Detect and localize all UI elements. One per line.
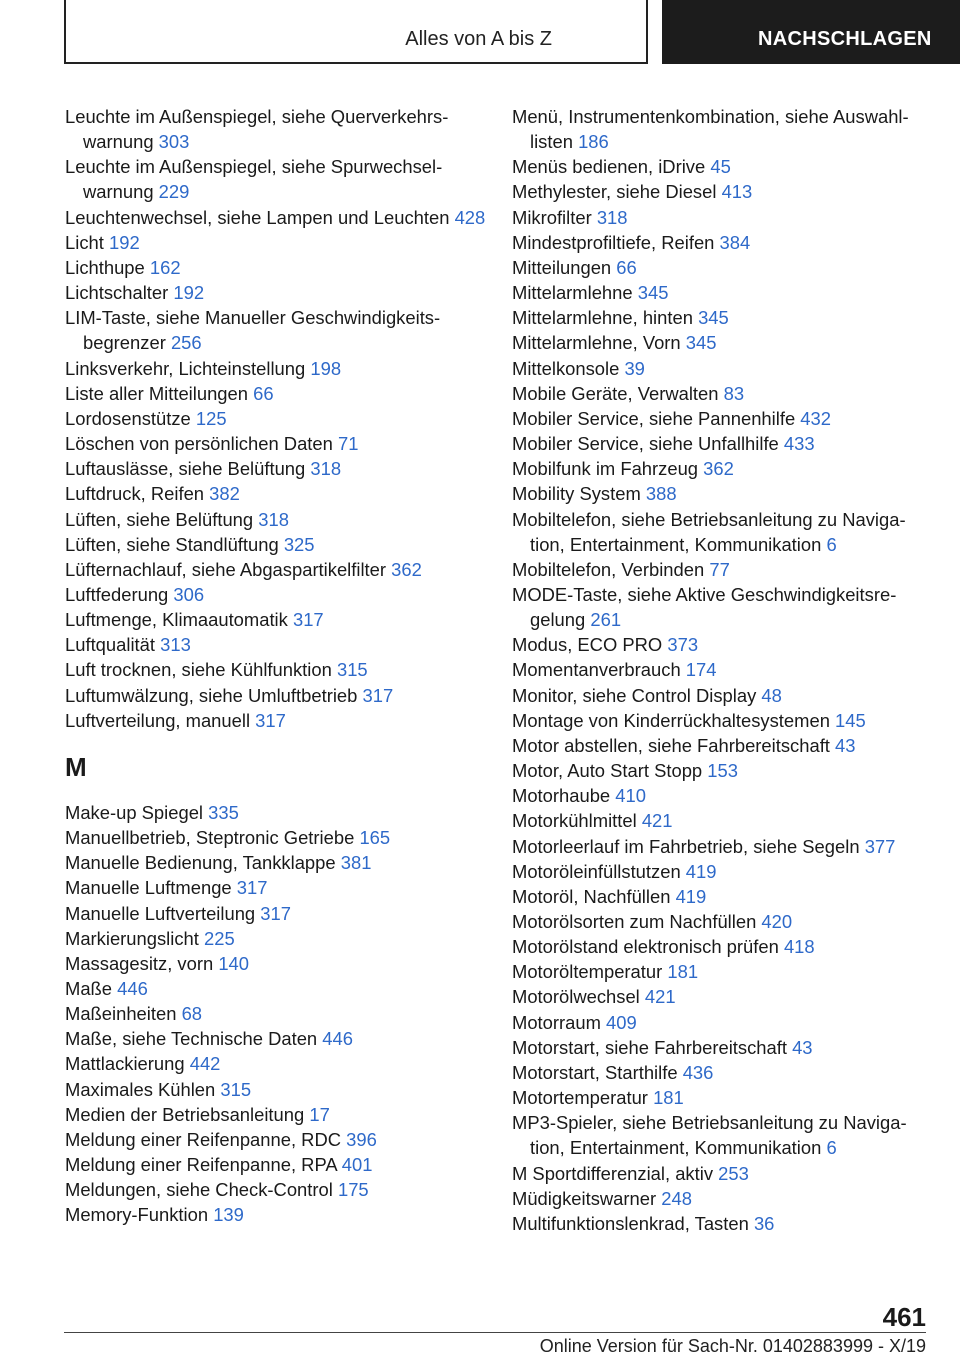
entry-term: Mitteilungen: [512, 256, 612, 278]
index-entry: [512, 1110, 932, 1160]
index-entry: [65, 1077, 495, 1102]
entry-page-link[interactable]: 317: [236, 877, 268, 899]
index-entry: [65, 875, 495, 900]
entry-term: Motoröltemperatur: [512, 961, 663, 983]
entry-term: M Sportdifferenzial, aktiv: [512, 1162, 714, 1184]
index-entry: [512, 1186, 932, 1211]
entry-term: Luftumwälzung, siehe Umluftbetrieb: [65, 684, 358, 706]
entry-term: Motoröl, Nachfüllen: [512, 885, 671, 907]
entry-page-link[interactable]: 66: [616, 256, 637, 278]
entry-term: Lüften, siehe Standlüftung: [65, 533, 279, 555]
entry-page-link[interactable]: 181: [667, 961, 699, 983]
entry-page-link[interactable]: 318: [596, 206, 628, 228]
entry-term: Mobilfunk im Fahrzeug: [512, 458, 699, 480]
entry-term: Luftdruck, Reifen: [65, 483, 205, 505]
entry-page-link[interactable]: 442: [189, 1053, 221, 1075]
header-section-title: Alles von A bis Z: [405, 28, 552, 50]
entry-term: Motor abstellen, siehe Fahrbereitschaft: [512, 734, 830, 756]
index-entry: [512, 632, 932, 657]
entry-term: Mobiltelefon, siehe Betriebsanleitung zu Navigation, Entertainment, Kommunikation: [512, 508, 906, 555]
entry-page-link[interactable]: 419: [675, 885, 707, 907]
entry-page-link[interactable]: 225: [204, 927, 235, 949]
entry-term: Leuchtenwechsel, siehe Lampen und Leuchten: [65, 206, 450, 228]
index-entry: [65, 708, 495, 733]
entry-term: Motoröleinfüllstutzen: [512, 860, 681, 882]
entry-page-link[interactable]: 345: [685, 332, 717, 354]
entry-page-link[interactable]: 153: [707, 760, 738, 782]
entry-page-link[interactable]: 409: [606, 1011, 637, 1033]
index-entry: [512, 381, 932, 406]
index-entry: [512, 1085, 932, 1110]
index-entry: [65, 683, 495, 708]
entry-page-link[interactable]: 317: [362, 684, 394, 706]
index-entry: [65, 431, 495, 456]
index-list-right: [512, 104, 932, 1236]
entry-term: Lüfternachlauf, siehe Abgaspartikelfilter: [65, 558, 387, 580]
entry-page-link[interactable]: 66: [253, 382, 274, 404]
index-entry: [512, 582, 932, 632]
entry-page-link[interactable]: 315: [336, 659, 368, 681]
index-entry: [512, 431, 932, 456]
index-entry: [512, 708, 932, 733]
entry-term: Menü, Instrumentenkombination, siehe Auswahllisten: [512, 106, 909, 153]
entry-term: Modus, ECO PRO: [512, 634, 663, 656]
entry-term: Massagesitz, vorn: [65, 952, 214, 974]
entry-page-link[interactable]: 6: [826, 533, 837, 555]
entry-page-link[interactable]: 377: [864, 835, 896, 857]
index-entry: [512, 507, 932, 557]
index-entry: [512, 657, 932, 682]
entry-term: Meldung einer Reifenpanne, RDC: [65, 1128, 342, 1150]
index-entry: [65, 1152, 495, 1177]
entry-term: Motorstart, Starthilfe: [512, 1061, 678, 1083]
entry-page-link[interactable]: 384: [719, 231, 751, 253]
entry-term: Motorölsorten zum Nachfüllen: [512, 911, 757, 932]
entry-page-link[interactable]: 432: [800, 407, 831, 429]
entry-page-link[interactable]: 381: [340, 852, 372, 874]
index-entry: [512, 456, 932, 481]
entry-term: Luftverteilung, manuell: [65, 709, 251, 731]
index-list-m: [65, 800, 495, 1228]
entry-term: Manuelle Luftmenge: [65, 877, 232, 899]
index-entry: [65, 825, 495, 850]
entry-term: Markierungslicht: [65, 927, 199, 949]
index-entry: [65, 456, 495, 481]
entry-term: Mikrofilter: [512, 206, 592, 228]
index-entry: [512, 1035, 932, 1060]
entry-page-link[interactable]: 192: [173, 282, 205, 304]
index-entry: [512, 205, 932, 230]
entry-term: Luftmenge, Klimaautomatik: [65, 609, 288, 631]
footer-divider: [64, 1332, 926, 1333]
entry-term: Luft trocknen, siehe Kühlfunktion: [65, 659, 332, 681]
index-entry: [512, 330, 932, 355]
entry-page-link[interactable]: 83: [723, 382, 745, 404]
entry-page-link[interactable]: 373: [667, 634, 699, 656]
index-entry: [512, 255, 932, 280]
header-chapter-tab: NACHSCHLAGEN: [662, 0, 960, 64]
index-entry: [512, 808, 932, 833]
entry-term: Make-up Spiegel: [65, 801, 204, 823]
entry-page-link[interactable]: 433: [783, 433, 815, 455]
entry-term: Müdigkeitswarner: [512, 1187, 657, 1209]
page-number: 461: [882, 1302, 926, 1332]
entry-page-link[interactable]: 256: [170, 332, 202, 354]
entry-page-link[interactable]: 145: [835, 709, 866, 731]
entry-page-link[interactable]: 420: [761, 911, 793, 932]
entry-page-link[interactable]: 48: [761, 684, 782, 706]
entry-term: Motor, Auto Start Stopp: [512, 760, 703, 782]
entry-page-link[interactable]: 413: [721, 181, 753, 203]
entry-page-link[interactable]: 446: [117, 978, 148, 999]
entry-page-link[interactable]: 6: [826, 1137, 837, 1159]
entry-term: Multifunktionslenkrad, Tasten: [512, 1212, 749, 1234]
index-entry: [512, 984, 932, 1009]
entry-page-link[interactable]: 418: [783, 936, 815, 958]
entry-term: Mindestprofiltiefe, Reifen: [512, 231, 715, 253]
entry-term: Maximales Kühlen: [65, 1078, 216, 1100]
index-entry: [65, 976, 495, 1001]
entry-term: Medien der Betriebsanleitung: [65, 1103, 305, 1125]
entry-page-link[interactable]: 410: [615, 785, 646, 807]
entry-term: Mobile Geräte, Verwalten: [512, 382, 719, 404]
index-entry: [512, 481, 932, 506]
index-entry: [512, 1060, 932, 1085]
entry-term: Lichthupe: [65, 256, 145, 278]
entry-page-link[interactable]: 39: [624, 357, 645, 379]
index-entry: [512, 230, 932, 255]
entry-term: Lichtschalter: [65, 282, 169, 304]
entry-term: Motorölstand elektronisch prüfen: [512, 936, 779, 958]
entry-page-link[interactable]: 175: [337, 1179, 369, 1201]
index-entry: [65, 800, 495, 825]
index-list-l: [65, 104, 495, 733]
index-entry: [512, 859, 932, 884]
entry-page-link[interactable]: 318: [310, 458, 342, 480]
index-entry: [65, 381, 495, 406]
index-entry: [512, 834, 932, 859]
entry-page-link[interactable]: 71: [338, 433, 359, 455]
entry-page-link[interactable]: 317: [260, 902, 291, 924]
entry-term: Motorhaube: [512, 785, 611, 807]
entry-page-link[interactable]: 313: [160, 634, 191, 656]
entry-term: Luftqualität: [65, 634, 155, 656]
entry-term: Methylester, siehe Diesel: [512, 181, 717, 203]
entry-page-link[interactable]: 388: [645, 483, 677, 505]
entry-page-link[interactable]: 345: [637, 282, 669, 304]
entry-term: Lordosenstütze: [65, 407, 191, 429]
index-entry: [65, 280, 495, 305]
entry-term: Motorölwechsel: [512, 986, 640, 1008]
entry-term: Löschen von persönlichen Daten: [65, 433, 333, 455]
entry-page-link[interactable]: 162: [149, 256, 181, 278]
entry-page-link[interactable]: 421: [644, 986, 676, 1008]
entry-page-link[interactable]: 401: [341, 1154, 373, 1176]
entry-page-link[interactable]: 248: [661, 1187, 692, 1209]
entry-page-link[interactable]: 139: [213, 1204, 244, 1226]
header-frame: [64, 0, 648, 64]
index-entry: [512, 305, 932, 330]
entry-page-link[interactable]: 229: [158, 181, 190, 203]
index-entry: [512, 959, 932, 984]
entry-page-link[interactable]: 125: [195, 407, 227, 429]
entry-page-link[interactable]: 192: [108, 231, 140, 253]
index-entry: [512, 154, 932, 179]
index-entry: [65, 582, 495, 607]
index-entry: [65, 1051, 495, 1076]
entry-page-link[interactable]: 77: [709, 558, 730, 580]
entry-term: Mattlackierung: [65, 1053, 185, 1075]
entry-term: MP3-Spieler, siehe Betriebsanleitung zu Navigation, Entertainment, Kommunikation: [512, 1112, 907, 1159]
entry-term: Menüs bedienen, iDrive: [512, 156, 706, 178]
entry-term: Mobiltelefon, Verbinden: [512, 558, 705, 580]
entry-term: Montage von Kinderrückhaltesystemen: [512, 709, 830, 731]
index-entry: [65, 507, 495, 532]
entry-page-link[interactable]: 428: [454, 206, 486, 228]
entry-page-link[interactable]: 45: [710, 156, 731, 178]
entry-term: Mobility System: [512, 483, 641, 505]
entry-term: Meldung einer Reifenpanne, RPA: [65, 1154, 337, 1176]
entry-term: Luftauslässe, siehe Belüftung: [65, 458, 306, 480]
entry-page-link[interactable]: 306: [173, 583, 205, 605]
entry-term: Momentanverbrauch: [512, 659, 681, 681]
entry-term: Motorstart, siehe Fahrbereitschaft: [512, 1036, 787, 1058]
index-entry: [65, 305, 495, 355]
index-entry: [65, 532, 495, 557]
index-entry: [512, 783, 932, 808]
index-entry: [65, 657, 495, 682]
entry-term: Luftfederung: [65, 583, 169, 605]
index-entry: [65, 1177, 495, 1202]
entry-page-link[interactable]: 382: [209, 483, 240, 505]
entry-term: Linksverkehr, Lichteinstellung: [65, 357, 306, 379]
index-entry: [65, 104, 495, 154]
index-entry: [65, 1001, 495, 1026]
entry-term: MODE-Taste, siehe Aktive Geschwindigkeitsregelung: [512, 583, 897, 631]
index-entry: [65, 901, 495, 926]
index-entry: [512, 557, 932, 582]
footer-version-text: Online Version für Sach-Nr. 01402883999 - X/19: [539, 1336, 926, 1356]
entry-page-link[interactable]: 317: [292, 609, 324, 631]
entry-term: Maße, siehe Technische Daten: [65, 1028, 318, 1050]
entry-page-link[interactable]: 446: [322, 1028, 353, 1050]
entry-page-link[interactable]: 419: [685, 860, 717, 882]
section-letter: M: [65, 751, 87, 782]
entry-page-link[interactable]: 174: [685, 659, 717, 681]
entry-page-link[interactable]: 43: [792, 1036, 813, 1058]
index-entry: [65, 632, 495, 657]
index-entry: [65, 850, 495, 875]
entry-term: Mittelarmlehne, Vorn: [512, 332, 681, 354]
entry-term: Licht: [65, 231, 104, 253]
entry-term: Leuchte im Außenspiegel, siehe Spurwechselwarnung: [65, 156, 443, 203]
entry-term: Motorleerlauf im Fahrbetrieb, siehe Segeln: [512, 835, 860, 857]
entry-page-link[interactable]: 253: [718, 1162, 749, 1184]
entry-page-link[interactable]: 436: [682, 1061, 714, 1083]
index-entry: [65, 406, 495, 431]
entry-term: Mobiler Service, siehe Unfallhilfe: [512, 433, 779, 455]
index-entry: [512, 1211, 932, 1236]
entry-term: Mittelarmlehne, hinten: [512, 307, 693, 329]
entry-term: Mittelkonsole: [512, 357, 620, 379]
entry-term: Memory-Funktion: [65, 1204, 209, 1226]
index-entry: [65, 951, 495, 976]
index-entry: [65, 230, 495, 255]
index-entry: [65, 205, 495, 230]
index-entry: [65, 557, 495, 582]
entry-page-link[interactable]: 181: [653, 1087, 684, 1109]
index-entry: [512, 733, 932, 758]
entry-page-link[interactable]: 335: [208, 801, 239, 823]
entry-page-link[interactable]: 303: [158, 131, 190, 153]
index-entry: [512, 179, 932, 204]
entry-page-link[interactable]: 325: [283, 533, 315, 555]
entry-term: Manuellbetrieb, Steptronic Getriebe: [65, 827, 355, 849]
entry-term: Leuchte im Außenspiegel, siehe Querverkehrswarnung: [65, 106, 449, 153]
entry-term: Maße: [65, 978, 113, 999]
index-entry: [65, 607, 495, 632]
entry-page-link[interactable]: 186: [578, 131, 609, 153]
entry-page-link[interactable]: 68: [181, 1003, 203, 1025]
entry-term: Manuelle Luftverteilung: [65, 902, 256, 924]
index-entry: [65, 255, 495, 280]
index-column-left: [65, 104, 495, 1228]
index-entry: [512, 104, 932, 154]
entry-page-link[interactable]: 318: [258, 508, 289, 530]
entry-page-link[interactable]: 43: [835, 734, 856, 756]
index-column-right: [512, 104, 932, 1236]
index-entry: [512, 406, 932, 431]
entry-page-link[interactable]: 261: [590, 609, 622, 631]
index-entry: [65, 481, 495, 506]
entry-term: Lüften, siehe Belüftung: [65, 508, 254, 530]
entry-page-link[interactable]: 198: [310, 357, 342, 379]
entry-page-link[interactable]: 140: [218, 952, 250, 974]
entry-term: Mittelarmlehne: [512, 282, 633, 304]
entry-page-link[interactable]: 36: [753, 1212, 775, 1234]
index-entry: [65, 1202, 495, 1227]
entry-page-link[interactable]: 362: [703, 458, 734, 480]
index-entry: [512, 884, 932, 909]
entry-term: Motorkühlmittel: [512, 810, 637, 832]
entry-term: LIM-Taste, siehe Manueller Geschwindigkeitsbegrenzer: [65, 307, 441, 354]
entry-term: Monitor, siehe Control Display: [512, 684, 757, 706]
entry-page-link[interactable]: 421: [641, 810, 673, 832]
index-entry: [65, 926, 495, 951]
index-entry: [512, 934, 932, 959]
entry-page-link[interactable]: 17: [309, 1103, 330, 1125]
index-entry: [65, 154, 495, 204]
entry-term: Manuelle Bedienung, Tankklappe: [65, 852, 336, 874]
entry-page-link[interactable]: 362: [391, 558, 422, 580]
entry-page-link[interactable]: 165: [359, 827, 391, 849]
index-entry: [512, 356, 932, 381]
entry-term: Liste aller Mitteilungen: [65, 382, 248, 404]
entry-term: Mobiler Service, siehe Pannenhilfe: [512, 407, 796, 429]
index-entry: [65, 356, 495, 381]
entry-term: Motortemperatur: [512, 1087, 648, 1109]
entry-page-link[interactable]: 396: [346, 1128, 377, 1150]
index-entry: [512, 683, 932, 708]
index-entry: [512, 280, 932, 305]
index-entry: [512, 1010, 932, 1035]
entry-term: Motorraum: [512, 1011, 601, 1033]
index-entry: [65, 1026, 495, 1051]
index-entry: [65, 1102, 495, 1127]
index-entry: [512, 1161, 932, 1186]
index-entry: [512, 909, 932, 934]
index-entry: [65, 1127, 495, 1152]
index-entry: [512, 758, 932, 783]
entry-term: Maßeinheiten: [65, 1003, 177, 1025]
entry-page-link[interactable]: 315: [220, 1078, 252, 1100]
entry-term: Meldungen, siehe Check-Control: [65, 1179, 333, 1201]
entry-page-link[interactable]: 345: [698, 307, 729, 329]
entry-page-link[interactable]: 317: [255, 709, 286, 731]
